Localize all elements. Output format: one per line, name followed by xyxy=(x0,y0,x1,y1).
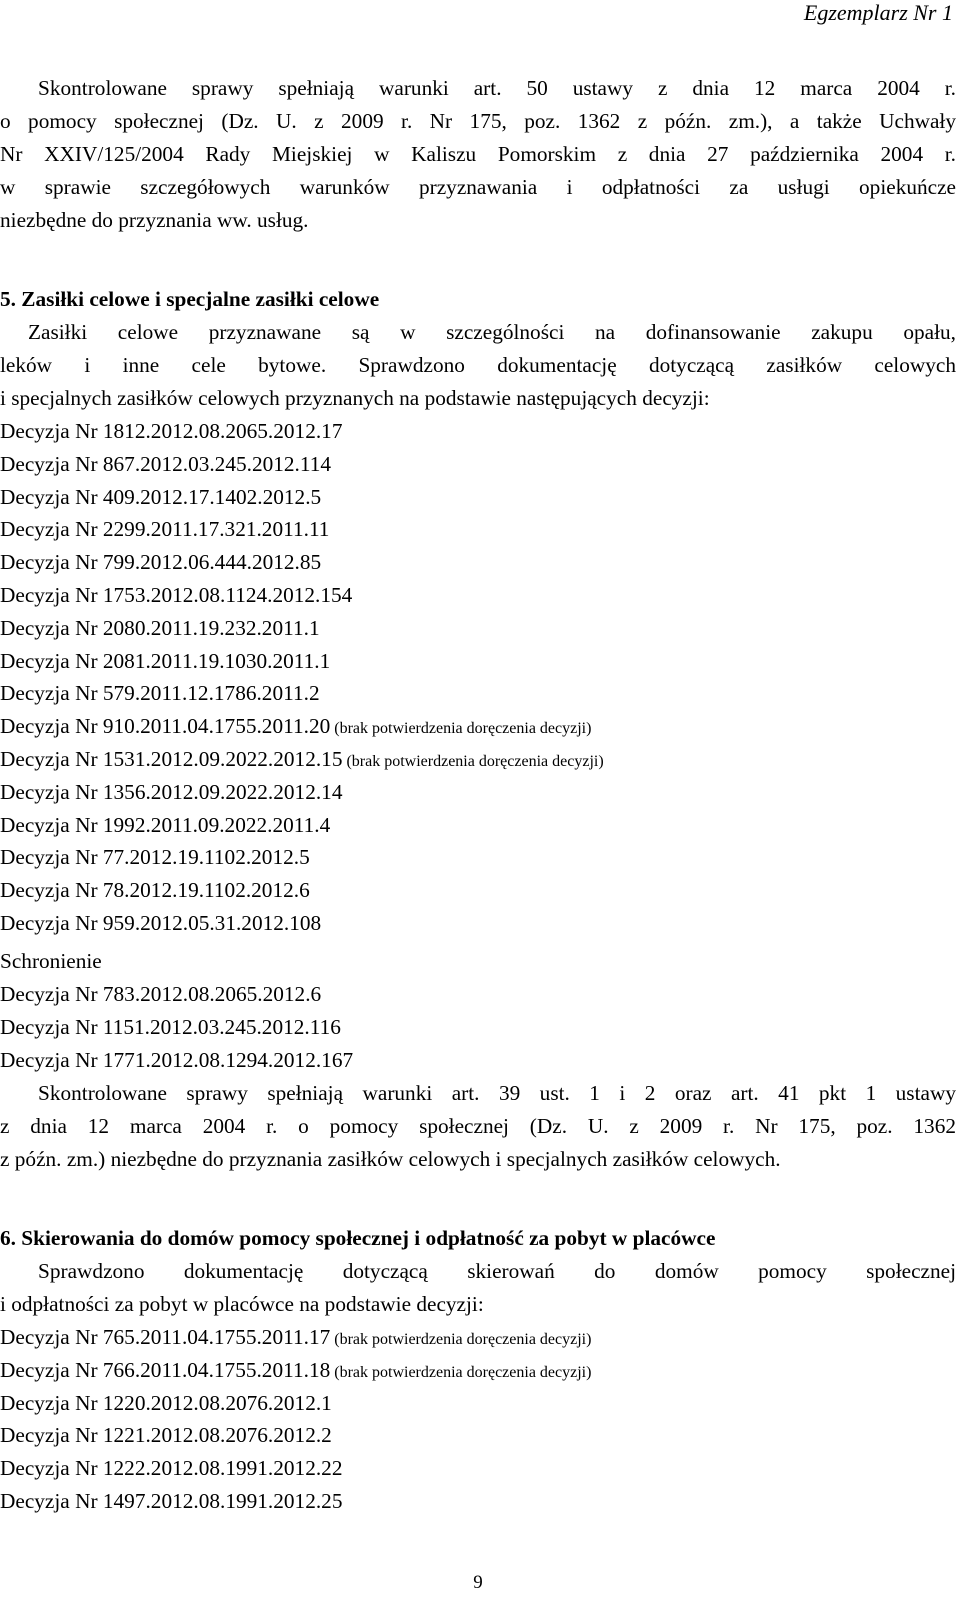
decision-item xyxy=(0,710,591,745)
s6-intro-line-2: i odpłatności za pobyt w placówce na podstawie decyzji: xyxy=(0,1292,484,1316)
decision-item xyxy=(0,513,329,546)
decision-number: Decyzja Nr 1221.2012.08.2076.2012.2 xyxy=(0,1423,332,1448)
copy-label: Egzemplarz Nr 1 xyxy=(803,0,953,25)
section-6-heading: 6. Skierowania do domów pomocy społecznej i odpłatność za pobyt w placówce xyxy=(0,1226,716,1250)
decision-item xyxy=(0,448,331,481)
shelter-decision: Decyzja Nr 783.2012.08.2065.2012.6 xyxy=(0,982,322,1006)
p1-line-5: niezbędne do przyznania ww. usług. xyxy=(0,208,309,232)
decision-number: Decyzja Nr 765.2011.04.1755.2011.17 xyxy=(0,1325,331,1349)
decision-item xyxy=(0,1321,591,1356)
decision-note: (brak potwierdzenia doręczenia decyzji) xyxy=(342,753,604,770)
decision-number: Decyzja Nr 1220.2012.08.2076.2012.1 xyxy=(0,1390,332,1415)
decision-item xyxy=(0,546,321,579)
shelter-label: Schronienie xyxy=(0,949,102,973)
decision-number: Decyzja Nr 1222.2012.08.1991.2012.22 xyxy=(0,1456,343,1481)
p1-line-4: w sprawie szczegółowych warunków przyznawania i odpłatności za usługi opiekuńcze xyxy=(0,175,956,199)
decision-number: Decyzja Nr 2080.2011.19.232.2011.1 xyxy=(0,615,320,640)
decision-number: Decyzja Nr 409.2012.17.1402.2012.5 xyxy=(0,484,322,509)
decision-item xyxy=(0,776,342,809)
decision-number: Decyzja Nr 1531.2012.09.2022.2012.15 xyxy=(0,747,343,771)
s5-conclusion-line-1: Skontrolowane sprawy spełniają warunki art. 39 ust. 1 i 2 oraz art. 41 pkt 1 ustawy xyxy=(38,1081,956,1105)
decision-item xyxy=(0,1354,591,1389)
decision-item xyxy=(0,612,320,645)
page-number: 9 xyxy=(473,1572,483,1593)
decision-number: Decyzja Nr 1356.2012.09.2022.2012.14 xyxy=(0,779,343,804)
decision-number: Decyzja Nr 579.2011.12.1786.2011.2 xyxy=(0,681,320,706)
decision-number: Decyzja Nr 959.2012.05.31.2012.108 xyxy=(0,911,322,935)
decision-item xyxy=(0,1419,332,1452)
decision-item xyxy=(0,1452,342,1485)
decision-item xyxy=(0,743,604,778)
p1-line-2: o pomocy społecznej (Dz. U. z 2009 r. Nr 175, poz. 1362 z późn. zm.), a także Uchwały xyxy=(0,109,956,133)
decision-item xyxy=(0,579,352,612)
decision-item xyxy=(0,415,342,448)
decision-number: Decyzja Nr 78.2012.19.1102.2012.6 xyxy=(0,878,310,903)
shelter-decision: Decyzja Nr 1151.2012.03.245.2012.116 xyxy=(0,1015,341,1039)
p1-line-1: Skontrolowane sprawy spełniają warunki art. 50 ustawy z dnia 12 marca 2004 r. xyxy=(38,76,956,100)
decision-number: Decyzja Nr 1753.2012.08.1124.2012.154 xyxy=(0,583,353,607)
decision-item xyxy=(0,809,330,842)
decision-number: Decyzja Nr 867.2012.03.245.2012.114 xyxy=(0,451,332,476)
decision-item xyxy=(0,481,321,514)
decision-number: Decyzja Nr 910.2011.04.1755.2011.20 xyxy=(0,714,331,739)
shelter-decision: Decyzja Nr 1771.2012.08.1294.2012.167 xyxy=(0,1048,354,1072)
decision-item xyxy=(0,841,310,874)
s5-intro-line-2: leków i inne cele bytowe. Sprawdzono dokumentację dotyczącą zasiłków celowych xyxy=(0,353,956,377)
decision-note: (brak potwierdzenia doręczenia decyzji) xyxy=(330,1363,592,1381)
decision-number: Decyzja Nr 2299.2011.17.321.2011.11 xyxy=(0,517,330,542)
decision-item xyxy=(0,907,321,940)
decision-item xyxy=(0,677,320,710)
p1-line-3: Nr XXIV/125/2004 Rady Miejskiej w Kaliszu Pomorskim z dnia 27 października 2004 r. xyxy=(0,142,956,166)
section-5-heading: 5. Zasiłki celowe i specjalne zasiłki celowe xyxy=(0,287,380,311)
decision-item xyxy=(0,1485,342,1518)
s5-conclusion-line-2: z dnia 12 marca 2004 r. o pomocy społecznej (Dz. U. z 2009 r. Nr 175, poz. 1362 xyxy=(0,1114,956,1138)
decision-number: Decyzja Nr 2081.2011.19.1030.2011.1 xyxy=(0,648,331,673)
decision-number: Decyzja Nr 1992.2011.09.2022.2011.4 xyxy=(0,812,331,837)
decision-item xyxy=(0,874,310,907)
decision-item xyxy=(0,1387,332,1420)
decision-note: (brak potwierdzenia doręczenia decyzji) xyxy=(330,720,592,738)
decision-number: Decyzja Nr 766.2011.04.1755.2011.18 xyxy=(0,1357,331,1382)
decision-note: (brak potwierdzenia doręczenia decyzji) xyxy=(330,1331,592,1348)
s5-conclusion-line-3: z późn. zm.) niezbędne do przyznania zasiłków celowych i specjalnych zasiłków celowych. xyxy=(0,1147,781,1171)
decision-number: Decyzja Nr 799.2012.06.444.2012.85 xyxy=(0,550,322,575)
s6-intro-line-1: Sprawdzono dokumentację dotyczącą skierowań do domów pomocy społecznej xyxy=(38,1259,956,1283)
decision-number: Decyzja Nr 77.2012.19.1102.2012.5 xyxy=(0,845,310,870)
decision-item xyxy=(0,645,330,678)
decision-number: Decyzja Nr 1497.2012.08.1991.2012.25 xyxy=(0,1489,343,1513)
s5-intro-line-1: Zasiłki celowe przyznawane są w szczególności na dofinansowanie zakupu opału, xyxy=(28,320,956,344)
s5-intro-line-3: i specjalnych zasiłków celowych przyznanych na podstawie następujących decyzji: xyxy=(0,386,710,410)
decision-number: Decyzja Nr 1812.2012.08.2065.2012.17 xyxy=(0,419,343,443)
